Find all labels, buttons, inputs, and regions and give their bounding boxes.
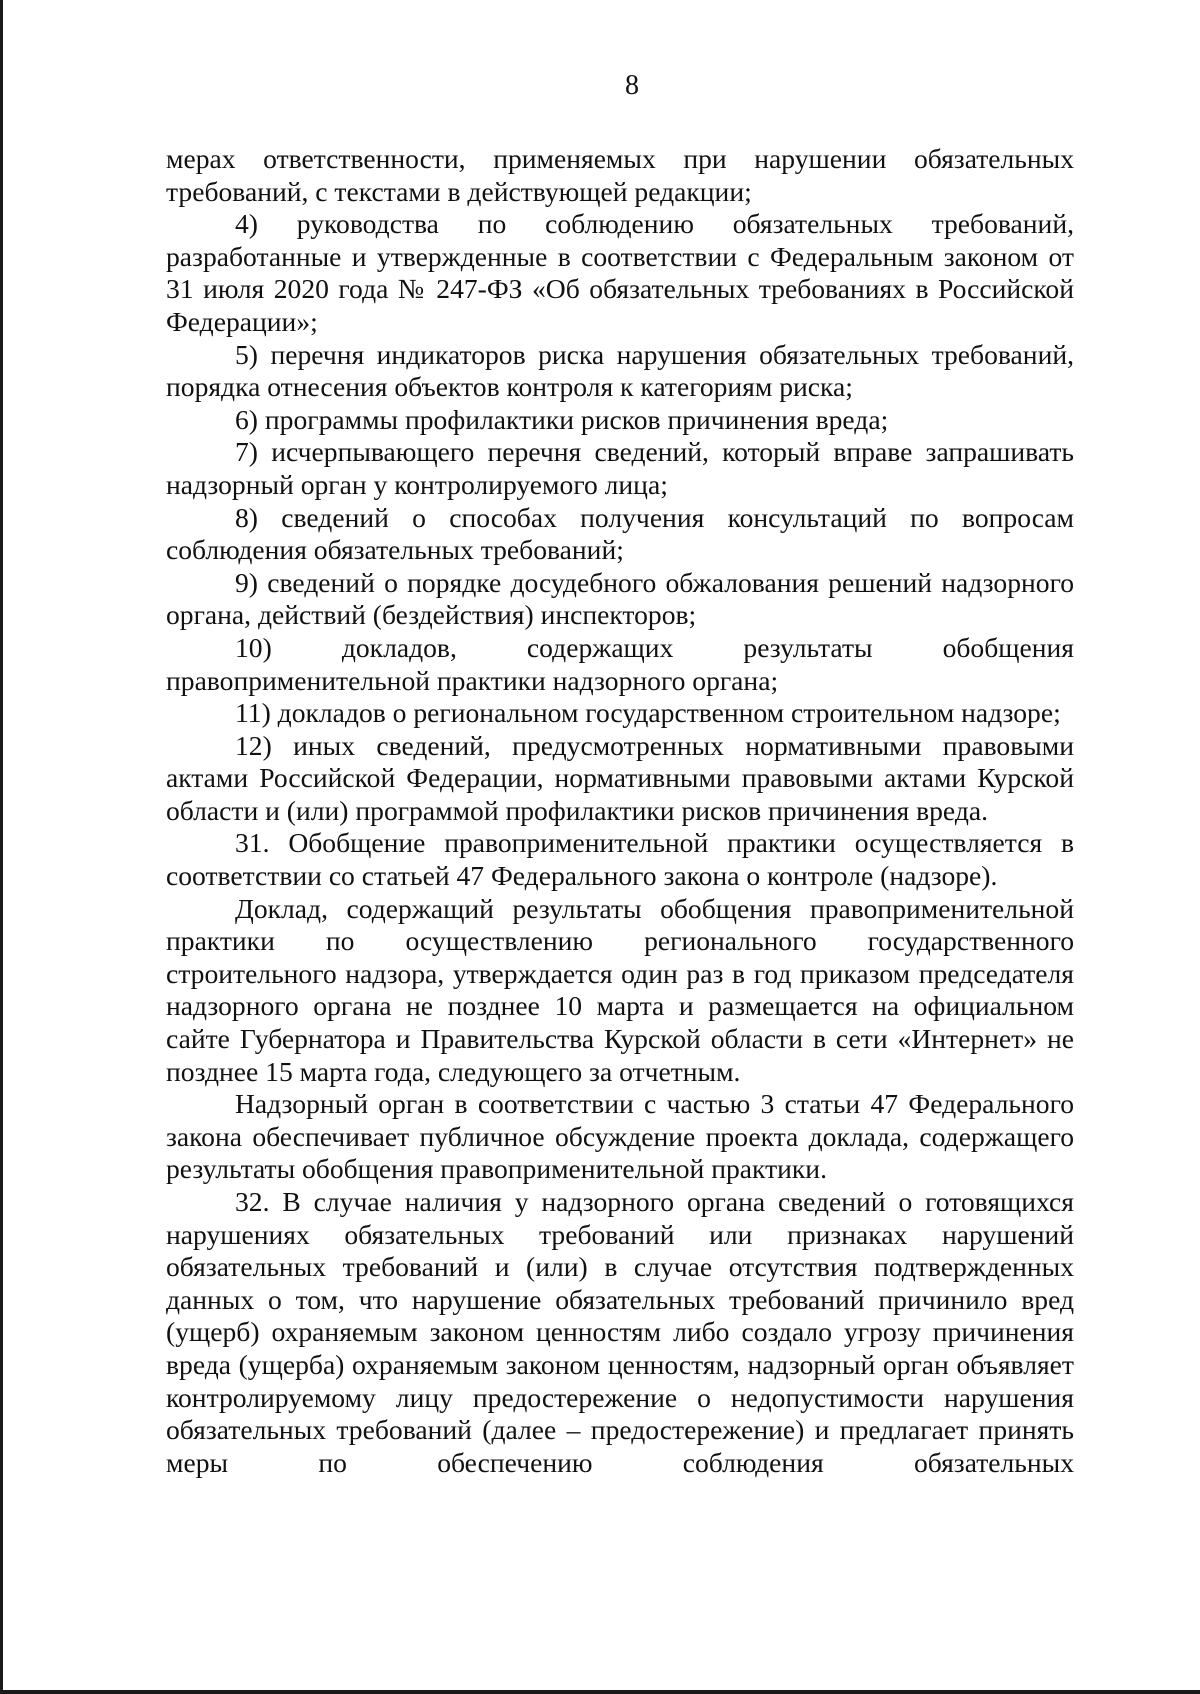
list-item-7: 7) исчерпывающего перечня сведений, который вправе запрашивать надзорный орган у контролируемого лица; xyxy=(166,436,1074,500)
clause-32: 32. В случае наличия у надзорного органа сведений о готовящихся нарушениях обязательных требований или признаках нарушений обязательных требований и (или) в случае отсутствия подтвержденных данных о том, что нарушение обязательных требований причинило вред (ущерб) охраняемым законом ценностям либо создало угрозу причинения вреда (ущерба) охраняемым законом ценностям, надзорный орган объявляет контролируемому лицу предостережение о недопустимости нарушения обязательных требований (далее – предостережение) и предлагает принять меры по обеспечению соблюдения обязательных xyxy=(166,1186,1074,1478)
list-item-6: 6) программы профилактики рисков причинения вреда; xyxy=(235,403,889,435)
document-body xyxy=(166,143,1074,1479)
clause-31: 31. Обобщение правоприменительной практики осуществляется в соответствии со статьей 47 Федерального закона о контроле (надзоре). xyxy=(166,827,1074,892)
list-item-5: 5) перечня индикаторов риска нарушения обязательных требований, порядка отнесения объектов контроля к категориям риска; xyxy=(166,338,1074,403)
list-item-8: 8) сведений о способах получения консультаций по вопросам соблюдения обязательных требований; xyxy=(166,501,1074,566)
list-item-10: 10) докладов, содержащих результаты обобщения правоприменительной практики надзорного органа; xyxy=(166,631,1074,696)
list-item-9: 9) сведений о порядке досудебного обжалования решений надзорного органа, действий (бездействия) инспекторов; xyxy=(166,566,1074,631)
list-item-12: 12) иных сведений, предусмотренных нормативными правовыми актами Российской Федерации, нормативными правовыми актами Курской области и (или) программой профилактики рисков причинения вреда. xyxy=(166,729,1074,826)
scan-border-left xyxy=(0,0,3,1694)
list-item-11: 11) докладов о региональном государственном строительном надзоре; xyxy=(235,697,1061,729)
paragraph-public-discussion: Надзорный орган в соответствии с частью 3 статьи 47 Федерального закона обеспечивает публичное обсуждение проекта доклада, содержащего результаты обобщения правоприменительной практики. xyxy=(166,1088,1074,1185)
list-item-4: 4) руководства по соблюдению обязательных требований, разработанные и утвержденные в соответствии с Федеральным законом от 31 июля 2020 года № 247-ФЗ «Об обязательных требованиях в Российской Федерации»; xyxy=(166,208,1074,337)
paragraph-continuation: мерах ответственности, применяемых при нарушении обязательных требований, с текстами в действующей редакции; xyxy=(166,143,1074,207)
paragraph-report: Доклад, содержащий результаты обобщения правоприменительной практики по осуществлению регионального государственного строительного надзора, утверждается один раз в год приказом председателя надзорного органа не позднее 10 марта и размещается на официальном сайте Губернатора и Правительства Курской области в сети «Интернет» не позднее 15 марта года, следующего за отчетным. xyxy=(166,892,1074,1087)
page-number: 8 xyxy=(625,70,639,101)
scan-border-bottom xyxy=(0,1690,1200,1694)
